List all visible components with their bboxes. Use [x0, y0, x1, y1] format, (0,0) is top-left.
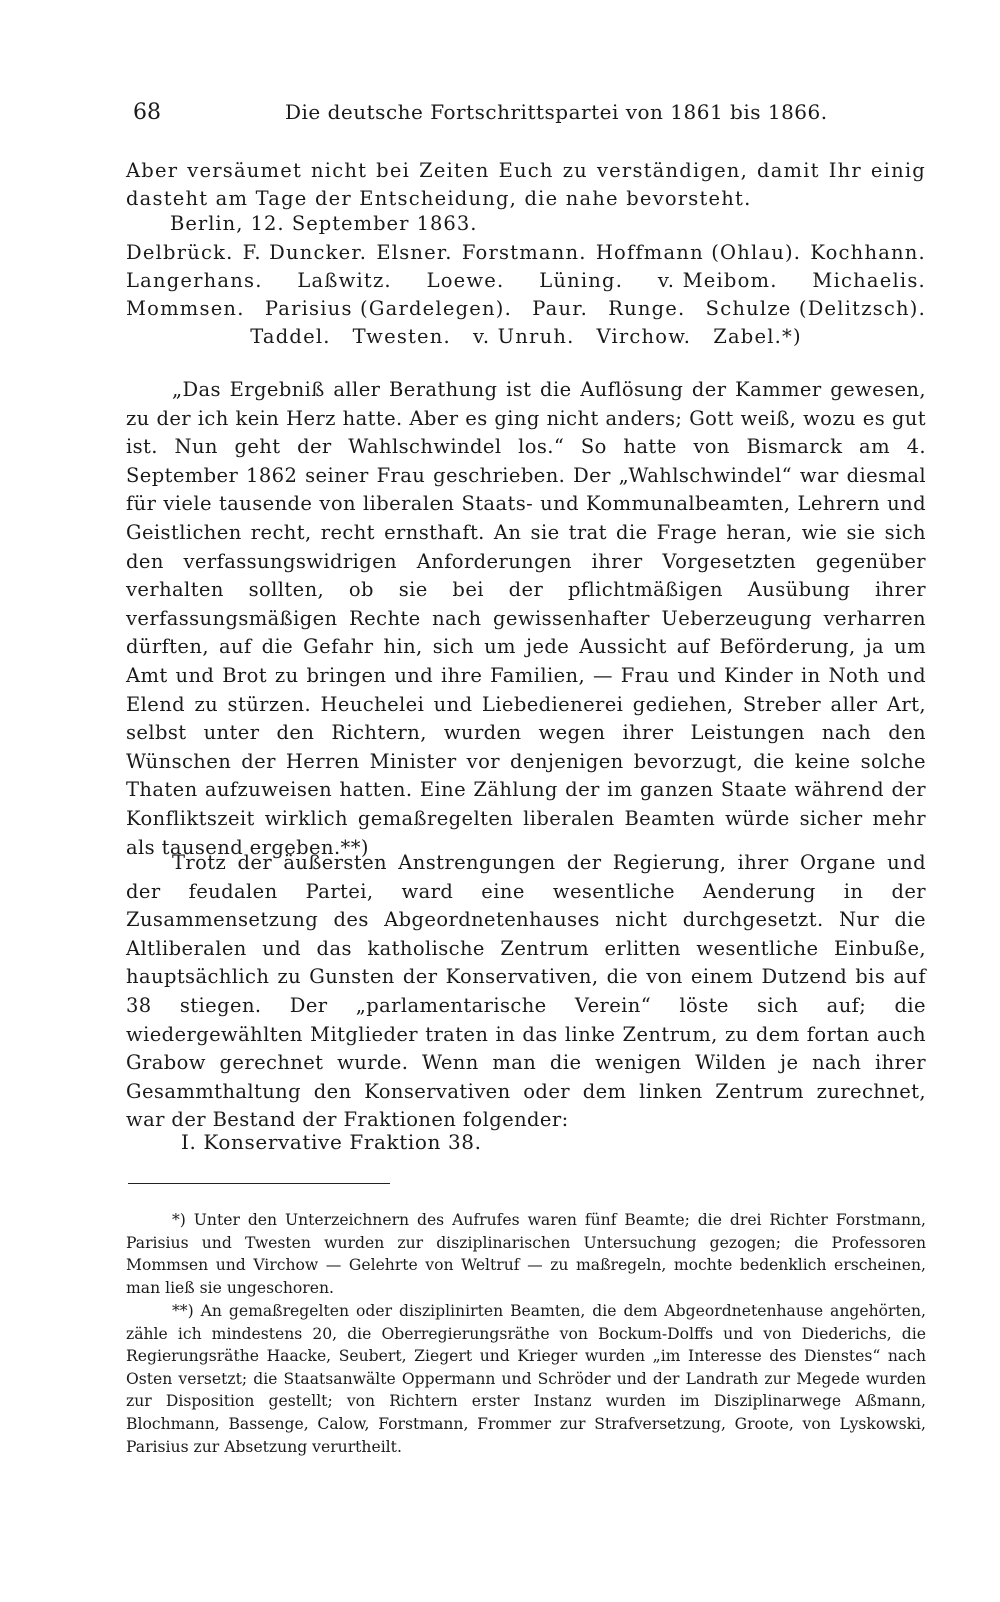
page-number: 68: [133, 100, 161, 125]
signatory: Schulze (Delitzsch).: [705, 297, 926, 320]
signatory: Taddel.: [250, 325, 331, 348]
appeal-text: Aber versäumet nicht bei Zeiten Euch zu verständigen, damit Ihr einig dasteht am Tage der Entscheidung, die nahe bevorsteht.: [126, 159, 926, 210]
signatories-line-4: [126, 323, 926, 351]
signatory: Virchow.: [596, 325, 692, 348]
running-head: Die deutsche Fortschrittspartei von 1861 bis 1866.: [285, 100, 828, 124]
signatories-line-2: [126, 267, 926, 295]
footnote-text: **) An gemaßregelten oder disziplinirten Beamten, die dem Abgeordnetenhause angehörten, zähle ich mindestens 20, die Oberregierungsräthe von Bockum-Dolffs und von Diederichs, die Regierungsräthe Haacke, Seubert, Ziegert und Krieger wurden „im Interesse des Dienstes“ nach Osten versetzt; die Staatsanwälte Oppermann und Schröder und der Landrath zur Megede wurden zur Disposition gestellt; von Richtern erster Instanz wurden im Disziplinarwege Aßmann, Blochmann, Bassenge, Calow, Forstmann, Frommer zur Strafversetzung, Groote, von Lyskowski, Parisius zur Absetzung verurtheilt.: [126, 1302, 926, 1456]
paragraph-text: „Das Ergebniß aller Berathung ist die Auflösung der Kammer gewesen, zu der ich kein Herz hatte. Aber es ging nicht anders; Gott weiß, wozu es gut ist. Nun geht der Wahlschwindel los.“ So hatte von Bismarck am 4. September 1862 seiner Frau geschrieben. Der „Wahlschwindel“ war diesmal für viele tausende von liberalen Staats- und Kommunalbeamten, Lehrern und Geistlichen recht, recht ernsthaft. An sie trat die Frage heran, wie sie sich den verfassungswidrigen Anforderungen ihrer Vorgesetzten gegenüber verhalten sollten, ob sie bei der pflichtmäßigen Ausübung ihrer verfassungsmäßigen Rechte nach gewissenhafter Ueberzeugung verharren dürften, auf die Gefahr hin, sich um jede Aussicht auf Beförderung, ja um Amt und Brot zu bringen und ihre Familien, — Frau und Kinder in Noth und Elend zu stürzen. Heuchelei und Liebedienerei gediehen, Streber aller Art, selbst unter den Richtern, wurden wegen ihrer Leistungen nach den Wünschen der Herren Minister vor denjenigen bevorzugt, die keine solche Thaten aufzuweisen hatten. Eine Zählung der im ganzen Staate während der Konfliktszeit wirklich gemaßregelten liberalen Beamten würde sicher mehr als tausend ergeben.**): [126, 378, 926, 859]
fraktion-heading: I. Konservative Fraktion 38.: [181, 1130, 482, 1154]
signatory: v. Meibom.: [657, 269, 778, 292]
signatory: Hoffmann (Ohlau).: [595, 241, 802, 264]
signatory: Michaelis.: [812, 269, 926, 292]
signatories-line-3: [126, 295, 926, 323]
signatory: F. Duncker.: [242, 241, 368, 264]
footnote-2: [126, 1300, 926, 1458]
footnote-rule: [128, 1183, 390, 1184]
signatory: Paur.: [532, 297, 588, 320]
signatory: Parisius (Gardelegen).: [264, 297, 512, 320]
page-header: [133, 100, 923, 134]
signatory: Langerhans.: [126, 269, 263, 292]
body-paragraph-2: [126, 849, 926, 1135]
signatory: Kochhann.: [810, 241, 926, 264]
signatory: Runge.: [608, 297, 686, 320]
paragraph-text: Trotz der äußersten Anstrengungen der Regierung, ihrer Organe und der feudalen Partei, ward eine wesentliche Aenderung in der Zusammensetzung des Abgeordnetenhauses nicht durchgesetzt. Nur die Altliberalen und das katholische Zentrum erlitten wesentliche Einbuße, hauptsächlich zu Gunsten der Konservativen, die von einem Dutzend bis auf 38 stiegen. Der „parlamentarische Verein“ löste sich auf; die wiedergewählten Mitglieder traten in das linke Zentrum, zu dem fortan auch Grabow gerechnet wurde. Wenn man die wenigen Wilden je nach ihrer Gesammthaltung den Konservativen oder dem linken Zentrum zurechnet, war der Bestand der Fraktionen folgender:: [126, 851, 926, 1132]
signatory: Zabel.*): [713, 325, 802, 348]
signatory: Lüning.: [539, 269, 624, 292]
signatory: Loewe.: [426, 269, 505, 292]
body-paragraph-1: [126, 376, 926, 862]
signatory: Forstmann.: [461, 241, 587, 264]
signatory: Delbrück.: [126, 241, 234, 264]
footnote-text: *) Unter den Unterzeichnern des Aufrufes waren fünf Beamte; die drei Richter Forstmann, Parisius und Twesten wurden zur disziplinarischen Untersuchung gezogen; die Professoren Mommsen und Virchow — Gelehrte von Weltruf — zu maßregeln, mochte bedenklich erscheinen, man ließ sie ungeschoren.: [126, 1211, 926, 1297]
signatory: v. Unruh.: [472, 325, 575, 348]
signatories-line-1: [126, 239, 926, 267]
signatories: [126, 239, 926, 351]
footnote-1: [126, 1209, 926, 1299]
signatory: Elsner.: [376, 241, 453, 264]
signatory: Laßwitz.: [297, 269, 392, 292]
appeal-dateline: Berlin, 12. September 1863.: [170, 212, 478, 235]
signatory: Twesten.: [352, 325, 451, 348]
signatory: Mommsen.: [126, 297, 245, 320]
